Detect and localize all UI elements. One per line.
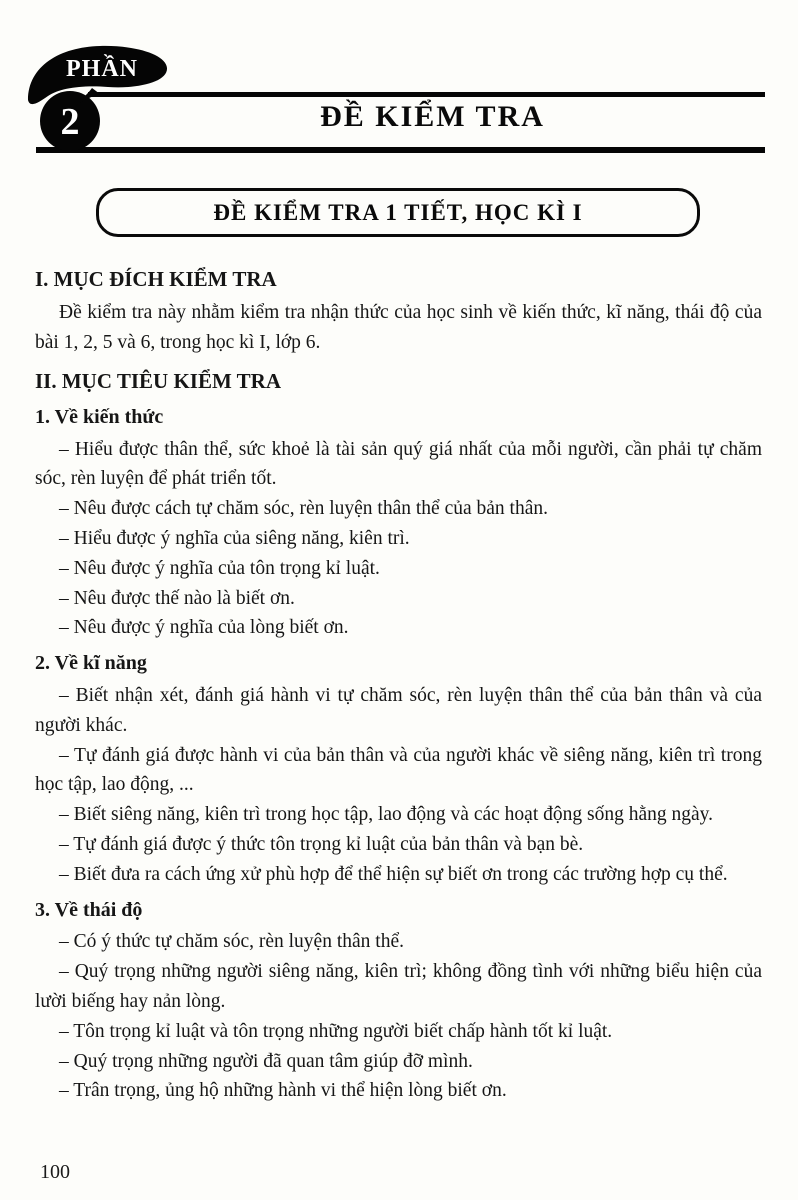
page-header — [0, 0, 798, 168]
knowledge-list — [35, 435, 762, 644]
page-title: ĐỀ KIỂM TRA — [320, 100, 545, 133]
top-rule — [88, 92, 765, 97]
list-item: – Có ý thức tự chăm sóc, rèn luyện thân thể. — [59, 931, 404, 953]
skills-list — [35, 681, 762, 890]
list-item: – Hiểu được thân thể, sức khoẻ là tài sản quý giá nhất của mỗi người, cần phải tự chăm sóc, rèn luyện để phát triển tốt. — [35, 438, 762, 490]
part-label: PHẦN — [66, 56, 138, 82]
section-title: ĐỀ KIỂM TRA 1 TIẾT, HỌC KÌ I — [213, 200, 583, 225]
heading-objectives: II. MỤC TIÊU KIỂM TRA — [35, 368, 282, 393]
purpose-paragraph: Đề kiểm tra này nhằm kiểm tra nhận thức của học sinh về kiến thức, kĩ năng, thái độ của bài 1, 2, 5 và 6, trong học kì I, lớp 6. — [35, 302, 762, 353]
list-item: – Tự đánh giá được hành vi của bản thân và của người khác về siêng năng, kiên trì trong học tập, lao động, ... — [35, 744, 762, 796]
list-item: – Quý trọng những người siêng năng, kiên trì; không đồng tình với những biểu hiện của lười biếng hay nản lòng. — [35, 961, 762, 1012]
page-footer — [40, 1161, 70, 1184]
list-item: – Nêu được ý nghĩa của lòng biết ơn. — [59, 617, 349, 639]
list-item: – Biết đưa ra cách ứng xử phù hợp để thể hiện sự biết ơn trong các trường hợp cụ thể. — [59, 863, 728, 885]
part-number: 2 — [60, 101, 80, 143]
list-item: – Nêu được cách tự chăm sóc, rèn luyện thân thể của bản thân. — [59, 498, 548, 520]
list-item: – Hiểu được ý nghĩa của siêng năng, kiên trì. — [59, 527, 410, 549]
document-body — [35, 263, 762, 1106]
heading-knowledge: 1. Về kiến thức — [35, 405, 164, 428]
list-item: – Tự đánh giá được ý thức tôn trọng kỉ luật của bản thân và bạn bè. — [59, 834, 584, 856]
list-item: – Biết siêng năng, kiên trì trong học tập, lao động và các hoạt động sống hằng ngày. — [59, 804, 714, 826]
heading-skills: 2. Về kĩ năng — [35, 652, 147, 675]
heading-attitude: 3. Về thái độ — [35, 898, 143, 921]
attitude-list — [35, 927, 762, 1106]
heading-purpose: I. MỤC ĐÍCH KIỂM TRA — [35, 267, 277, 291]
list-item: – Quý trọng những người đã quan tâm giúp đỡ mình. — [59, 1050, 473, 1072]
list-item: – Tôn trọng kỉ luật và tôn trọng những người biết chấp hành tốt kỉ luật. — [59, 1020, 613, 1042]
list-item: – Biết nhận xét, đánh giá hành vi tự chăm sóc, rèn luyện thân thể của bản thân và của người khác. — [35, 684, 762, 736]
part-badge — [26, 42, 176, 157]
page-number: 100 — [40, 1161, 70, 1183]
section-title-box — [96, 188, 700, 237]
list-item: – Trân trọng, ủng hộ những hành vi thể hiện lòng biết ơn. — [59, 1080, 507, 1102]
list-item: – Nêu được thế nào là biết ơn. — [59, 587, 295, 609]
list-item: – Nêu được ý nghĩa của tôn trọng kỉ luật. — [59, 557, 380, 579]
